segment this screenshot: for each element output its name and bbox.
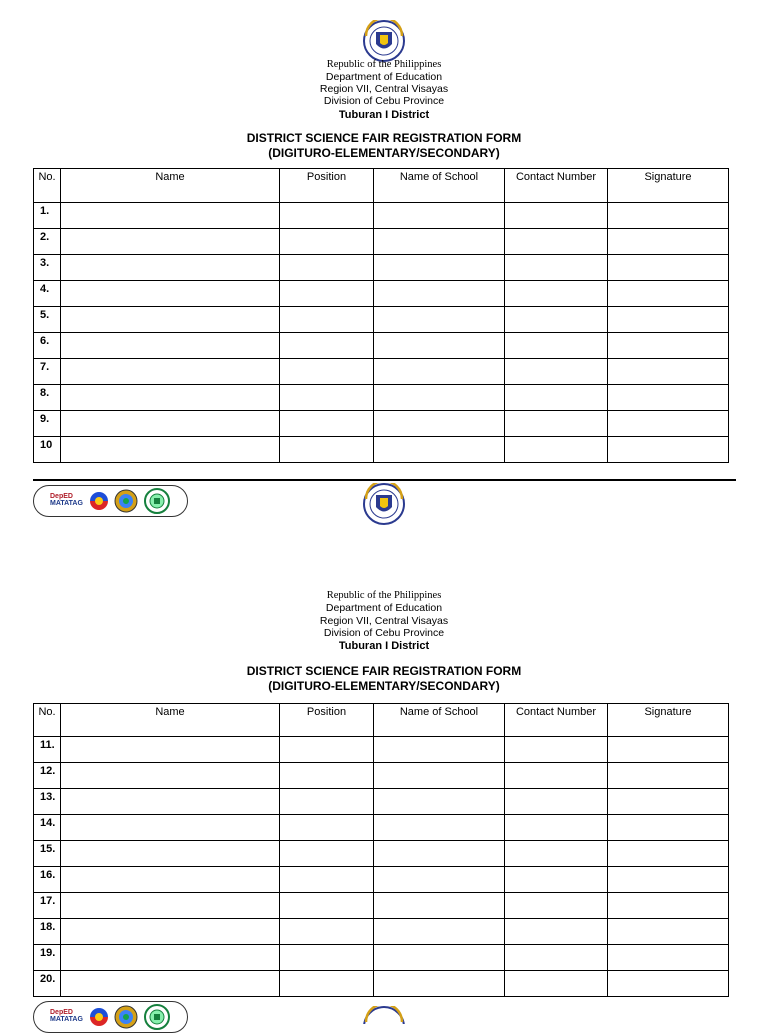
table-row — [34, 893, 729, 919]
school-cell[interactable] — [374, 385, 505, 411]
position-cell[interactable] — [280, 437, 374, 463]
row-number: 5. — [34, 307, 61, 333]
signature-cell[interactable] — [608, 359, 729, 385]
row-number: 11. — [34, 737, 61, 763]
row-number: 14. — [34, 815, 61, 841]
position-cell[interactable] — [280, 789, 374, 815]
table-row — [34, 737, 729, 763]
signature-cell[interactable] — [608, 437, 729, 463]
row-number: 4. — [34, 281, 61, 307]
name-cell[interactable] — [61, 841, 280, 867]
name-cell[interactable] — [61, 789, 280, 815]
name-cell[interactable] — [61, 737, 280, 763]
contact-cell[interactable] — [505, 281, 608, 307]
col-header-contact: Contact Number — [505, 704, 608, 737]
school-cell[interactable] — [374, 281, 505, 307]
contact-cell[interactable] — [505, 971, 608, 997]
contact-cell[interactable] — [505, 789, 608, 815]
contact-cell[interactable] — [505, 919, 608, 945]
name-cell[interactable] — [61, 229, 280, 255]
table-row — [34, 763, 729, 789]
position-cell[interactable] — [280, 359, 374, 385]
table-header-row — [34, 704, 729, 737]
contact-cell[interactable] — [505, 333, 608, 359]
signature-cell[interactable] — [608, 229, 729, 255]
school-cell[interactable] — [374, 945, 505, 971]
name-cell[interactable] — [61, 971, 280, 997]
position-cell[interactable] — [280, 867, 374, 893]
table-row — [34, 255, 729, 281]
table-row — [34, 789, 729, 815]
division-seal-icon — [114, 489, 138, 513]
name-cell[interactable] — [61, 411, 280, 437]
name-cell[interactable] — [61, 815, 280, 841]
col-header-position: Position — [280, 169, 374, 203]
school-cell[interactable] — [374, 411, 505, 437]
logo-text-matatag: MATATAG — [50, 500, 83, 507]
contact-cell[interactable] — [505, 411, 608, 437]
footer-logo-strip — [33, 485, 188, 517]
row-number: 10 — [34, 437, 61, 463]
table-row — [34, 203, 729, 229]
row-number: 2. — [34, 229, 61, 255]
contact-cell[interactable] — [505, 307, 608, 333]
row-number: 1. — [34, 203, 61, 229]
division-seal-icon — [114, 1005, 138, 1029]
form-title: DISTRICT SCIENCE FAIR REGISTRATION FORM — [246, 131, 522, 145]
col-header-no: No. — [34, 169, 61, 203]
contact-cell[interactable] — [505, 945, 608, 971]
deped-matatag-logo-icon — [50, 1009, 83, 1023]
position-cell[interactable] — [280, 307, 374, 333]
name-cell[interactable] — [61, 867, 280, 893]
form-title: DISTRICT SCIENCE FAIR REGISTRATION FORM — [246, 664, 522, 678]
position-cell[interactable] — [280, 971, 374, 997]
col-header-school: Name of School — [374, 169, 505, 203]
contact-cell[interactable] — [505, 229, 608, 255]
signature-cell[interactable] — [608, 919, 729, 945]
deped-seal-icon — [362, 1006, 406, 1024]
school-cell[interactable] — [374, 255, 505, 281]
header-region: Region VII, Central Visayas — [319, 83, 449, 95]
position-cell[interactable] — [280, 893, 374, 919]
row-number: 12. — [34, 763, 61, 789]
school-cell[interactable] — [374, 919, 505, 945]
school-cell[interactable] — [374, 815, 505, 841]
col-header-school: Name of School — [374, 704, 505, 737]
position-cell[interactable] — [280, 763, 374, 789]
table-row — [34, 945, 729, 971]
name-cell[interactable] — [61, 385, 280, 411]
contact-cell[interactable] — [505, 255, 608, 281]
bagong-pilipinas-logo-icon — [88, 490, 110, 512]
contact-cell[interactable] — [505, 867, 608, 893]
signature-cell[interactable] — [608, 867, 729, 893]
row-number: 15. — [34, 841, 61, 867]
position-cell[interactable] — [280, 229, 374, 255]
col-header-position: Position — [280, 704, 374, 737]
header-region: Region VII, Central Visayas — [319, 615, 449, 627]
footer-logo-strip — [33, 1001, 188, 1033]
name-cell[interactable] — [61, 359, 280, 385]
signature-cell[interactable] — [608, 385, 729, 411]
district-seal-icon — [144, 1004, 170, 1030]
signature-cell[interactable] — [608, 789, 729, 815]
contact-cell[interactable] — [505, 359, 608, 385]
signature-cell[interactable] — [608, 281, 729, 307]
school-cell[interactable] — [374, 203, 505, 229]
table-row — [34, 437, 729, 463]
name-cell[interactable] — [61, 281, 280, 307]
table-row — [34, 333, 729, 359]
name-cell[interactable] — [61, 203, 280, 229]
row-number: 19. — [34, 945, 61, 971]
table-row — [34, 385, 729, 411]
table-row — [34, 867, 729, 893]
col-header-name: Name — [61, 169, 280, 203]
row-number: 6. — [34, 333, 61, 359]
header-division: Division of Cebu Province — [323, 627, 445, 639]
header-district: Tuburan I District — [338, 109, 430, 121]
contact-cell[interactable] — [505, 203, 608, 229]
signature-cell[interactable] — [608, 255, 729, 281]
header-division: Division of Cebu Province — [323, 95, 445, 107]
col-header-signature: Signature — [608, 704, 729, 737]
header-republic: Republic of the Philippines — [326, 59, 442, 70]
row-number: 16. — [34, 867, 61, 893]
position-cell[interactable] — [280, 255, 374, 281]
signature-cell[interactable] — [608, 815, 729, 841]
contact-cell[interactable] — [505, 841, 608, 867]
school-cell[interactable] — [374, 333, 505, 359]
school-cell[interactable] — [374, 893, 505, 919]
row-number: 13. — [34, 789, 61, 815]
logo-text-matatag: MATATAG — [50, 1016, 83, 1023]
signature-cell[interactable] — [608, 411, 729, 437]
logo-text-deped: DepED — [50, 1009, 73, 1016]
name-cell[interactable] — [61, 763, 280, 789]
form-subtitle: (DIGITURO-ELEMENTARY/SECONDARY) — [268, 679, 500, 693]
table-row — [34, 307, 729, 333]
signature-cell[interactable] — [608, 763, 729, 789]
row-number: 8. — [34, 385, 61, 411]
deped-seal-icon — [362, 483, 406, 525]
col-header-signature: Signature — [608, 169, 729, 203]
position-cell[interactable] — [280, 841, 374, 867]
signature-cell[interactable] — [608, 971, 729, 997]
school-cell[interactable] — [374, 437, 505, 463]
signature-cell[interactable] — [608, 307, 729, 333]
contact-cell[interactable] — [505, 893, 608, 919]
table-row — [34, 411, 729, 437]
col-header-name: Name — [61, 704, 280, 737]
signature-cell[interactable] — [608, 945, 729, 971]
bagong-pilipinas-logo-icon — [88, 1006, 110, 1028]
name-cell[interactable] — [61, 437, 280, 463]
position-cell[interactable] — [280, 945, 374, 971]
row-number: 9. — [34, 411, 61, 437]
row-number: 17. — [34, 893, 61, 919]
school-cell[interactable] — [374, 971, 505, 997]
school-cell[interactable] — [374, 737, 505, 763]
name-cell[interactable] — [61, 893, 280, 919]
name-cell[interactable] — [61, 307, 280, 333]
position-cell[interactable] — [280, 919, 374, 945]
position-cell[interactable] — [280, 411, 374, 437]
header-department: Department of Education — [325, 71, 443, 83]
signature-cell[interactable] — [608, 737, 729, 763]
position-cell[interactable] — [280, 737, 374, 763]
contact-cell[interactable] — [505, 385, 608, 411]
header-republic: Republic of the Philippines — [326, 590, 442, 601]
contact-cell[interactable] — [505, 737, 608, 763]
table-row — [34, 815, 729, 841]
signature-cell[interactable] — [608, 893, 729, 919]
contact-cell[interactable] — [505, 763, 608, 789]
school-cell[interactable] — [374, 789, 505, 815]
col-header-contact: Contact Number — [505, 169, 608, 203]
school-cell[interactable] — [374, 763, 505, 789]
position-cell[interactable] — [280, 385, 374, 411]
signature-cell[interactable] — [608, 333, 729, 359]
header-district: Tuburan I District — [338, 640, 430, 652]
contact-cell[interactable] — [505, 437, 608, 463]
table-row — [34, 971, 729, 997]
header-department: Department of Education — [325, 602, 443, 614]
school-cell[interactable] — [374, 841, 505, 867]
name-cell[interactable] — [61, 945, 280, 971]
logo-text-deped: DepED — [50, 493, 73, 500]
row-number: 18. — [34, 919, 61, 945]
deped-seal-icon — [362, 20, 406, 62]
col-header-no: No. — [34, 704, 61, 737]
position-cell[interactable] — [280, 281, 374, 307]
form-subtitle: (DIGITURO-ELEMENTARY/SECONDARY) — [268, 146, 500, 160]
name-cell[interactable] — [61, 333, 280, 359]
school-cell[interactable] — [374, 867, 505, 893]
signature-cell[interactable] — [608, 203, 729, 229]
table-row — [34, 281, 729, 307]
district-seal-icon — [144, 488, 170, 514]
deped-matatag-logo-icon — [50, 493, 83, 507]
registration-table — [33, 703, 729, 997]
table-row — [34, 919, 729, 945]
name-cell[interactable] — [61, 255, 280, 281]
contact-cell[interactable] — [505, 815, 608, 841]
table-header-row — [34, 169, 729, 203]
row-number: 20. — [34, 971, 61, 997]
row-number: 7. — [34, 359, 61, 385]
school-cell[interactable] — [374, 359, 505, 385]
school-cell[interactable] — [374, 229, 505, 255]
position-cell[interactable] — [280, 333, 374, 359]
signature-cell[interactable] — [608, 841, 729, 867]
position-cell[interactable] — [280, 203, 374, 229]
school-cell[interactable] — [374, 307, 505, 333]
name-cell[interactable] — [61, 919, 280, 945]
row-number: 3. — [34, 255, 61, 281]
table-row — [34, 359, 729, 385]
table-row — [34, 841, 729, 867]
table-row — [34, 229, 729, 255]
position-cell[interactable] — [280, 815, 374, 841]
footer-divider — [33, 479, 736, 481]
registration-table — [33, 168, 729, 463]
